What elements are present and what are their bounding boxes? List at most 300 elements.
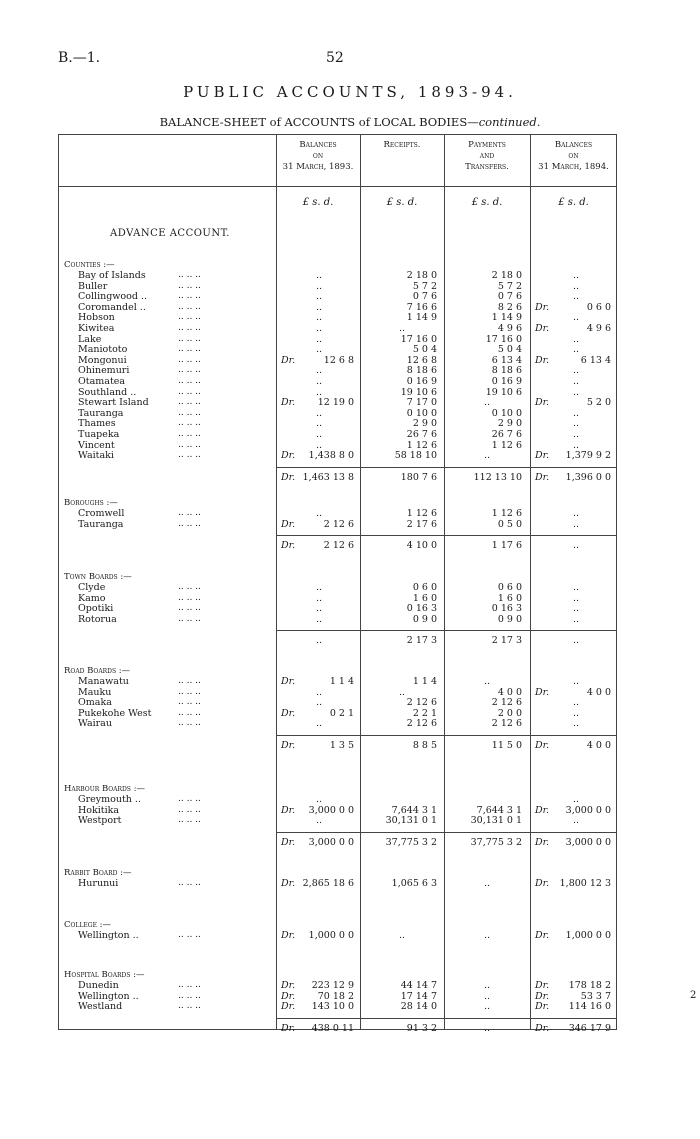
amount-cell: .. xyxy=(398,323,406,334)
row-label: Westport xyxy=(78,815,122,827)
amount-cell: 4 0 0 xyxy=(586,686,611,698)
row-label: Lake xyxy=(78,333,102,345)
total-rule xyxy=(530,832,617,833)
total-rule xyxy=(444,630,530,631)
amount-cell: 1,000 0 0 xyxy=(565,930,611,941)
dr-marker: Dr. xyxy=(281,878,296,889)
total-rule xyxy=(360,630,444,631)
total-rule xyxy=(276,832,360,833)
account-heading: ADVANCE ACCOUNT. xyxy=(110,228,230,239)
dr-marker: Dr. xyxy=(281,518,296,530)
leader-dots: .. .. .. xyxy=(178,450,201,461)
amount-cell: .. xyxy=(572,518,580,530)
amount-cell: 7,644 3 1 xyxy=(391,804,437,816)
amount-cell: 7,644 3 1 xyxy=(476,804,522,816)
leader-dots: .. .. .. xyxy=(178,518,201,529)
amount-cell: 17 16 0 xyxy=(485,333,522,345)
total-rule xyxy=(276,735,360,736)
amount-cell: .. xyxy=(398,930,406,941)
amount-cell: .. xyxy=(315,270,323,281)
amount-cell: .. xyxy=(483,930,491,941)
row-label: Wairau xyxy=(78,718,112,730)
leader-dots: .. .. .. xyxy=(178,312,201,323)
amount-cell: .. xyxy=(572,582,580,593)
dr-marker: Dr. xyxy=(535,323,550,334)
row-label: Thames xyxy=(78,418,116,430)
amount-cell: 2 12 6 xyxy=(406,697,437,709)
amount-cell: 6 13 4 xyxy=(491,354,522,366)
amount-cell: .. xyxy=(315,794,323,805)
amount-cell: 1,065 6 3 xyxy=(391,878,437,889)
amount-cell: .. xyxy=(572,613,580,625)
leader-dots: .. .. .. xyxy=(178,707,201,718)
amount-cell: 2 18 0 xyxy=(491,270,522,281)
total-rule xyxy=(530,1018,617,1019)
dr-marker: Dr. xyxy=(281,836,296,848)
leader-dots: .. .. .. xyxy=(178,697,201,708)
total-cell: 11 5 0 xyxy=(491,740,522,751)
dr-marker: Dr. xyxy=(535,980,550,991)
total-cell: 2 12 6 xyxy=(323,540,354,552)
leader-dots: .. .. .. xyxy=(178,323,201,333)
total-rule xyxy=(360,467,444,468)
page-subtitle xyxy=(0,115,700,129)
dr-marker: Dr. xyxy=(535,1022,550,1034)
total-cell: 1,463 13 8 xyxy=(302,471,354,483)
leader-dots: .. .. .. xyxy=(178,376,201,386)
total-rule xyxy=(530,535,617,536)
total-rule xyxy=(444,535,530,536)
total-rule xyxy=(360,535,444,536)
amount-cell: 4 9 6 xyxy=(586,323,611,334)
amount-cell: 0 10 0 xyxy=(491,407,522,419)
amount-cell: 1,379 9 2 xyxy=(565,450,611,462)
dr-marker: Dr. xyxy=(281,450,296,462)
amount-cell: 8 2 6 xyxy=(497,301,522,313)
amount-cell: .. xyxy=(483,980,491,991)
amount-cell: .. xyxy=(572,333,580,345)
dr-marker: Dr. xyxy=(281,397,296,409)
leader-dots: .. .. .. xyxy=(178,1001,201,1012)
section-label: Boroughs :— xyxy=(64,498,118,508)
amount-cell: .. xyxy=(483,990,491,1002)
amount-cell: .. xyxy=(572,815,580,827)
leader-dots: .. .. .. xyxy=(178,815,201,826)
amount-cell: .. xyxy=(315,291,323,303)
leader-dots: .. .. .. xyxy=(178,333,201,344)
amount-cell: .. xyxy=(315,508,323,519)
amount-cell: 4 9 6 xyxy=(497,323,522,334)
amount-cell: .. xyxy=(315,429,323,440)
amount-cell: 28 14 0 xyxy=(400,1001,437,1013)
column-divider xyxy=(360,134,361,1030)
total-cell: 3,000 0 0 xyxy=(565,836,611,848)
row-label: Hobson xyxy=(78,312,115,324)
amount-cell: .. xyxy=(572,418,580,430)
total-cell: 1,396 0 0 xyxy=(565,471,611,483)
amount-cell: 143 10 0 xyxy=(311,1001,354,1013)
column-header: Balances on 31 March, 1894. xyxy=(538,140,609,172)
leader-dots: .. .. .. xyxy=(178,365,201,376)
dr-marker: Dr. xyxy=(535,686,550,698)
dr-marker: Dr. xyxy=(281,990,296,1002)
total-cell: 1 3 5 xyxy=(329,740,354,751)
subtitle-italic: continued. xyxy=(478,115,541,129)
row-label: Vincent xyxy=(78,439,115,451)
amount-cell: .. xyxy=(572,376,580,387)
amount-cell: .. xyxy=(315,312,323,324)
amount-cell: 17 16 0 xyxy=(400,333,437,345)
amount-cell: 53 3 7 xyxy=(580,990,611,1002)
amount-cell: .. xyxy=(572,365,580,377)
amount-cell: 6 13 4 xyxy=(580,354,611,366)
section-label: Rabbit Board :— xyxy=(64,868,132,878)
leader-dots: .. .. .. xyxy=(178,270,201,280)
amount-cell: 30,131 0 1 xyxy=(385,815,437,827)
amount-cell: 12 6 8 xyxy=(323,354,354,366)
amount-cell: .. xyxy=(315,407,323,419)
total-rule xyxy=(444,735,530,736)
row-label: Collingwood .. xyxy=(78,291,148,303)
dr-marker: Dr. xyxy=(281,1022,296,1034)
amount-cell: 30,131 0 1 xyxy=(470,815,522,827)
amount-cell: 114 16 0 xyxy=(568,1001,611,1013)
amount-cell: 223 12 9 xyxy=(311,980,354,991)
total-cell: 37,775 3 2 xyxy=(385,836,437,848)
leader-dots: .. .. .. xyxy=(178,582,201,592)
dr-marker: Dr. xyxy=(281,676,296,687)
amount-cell: .. xyxy=(572,312,580,324)
leader-dots: .. .. .. xyxy=(178,344,201,355)
amount-cell: .. xyxy=(572,344,580,356)
row-label: Manawatu xyxy=(78,676,129,687)
total-cell: 4 0 0 xyxy=(586,740,611,751)
section-label: Counties :— xyxy=(64,260,115,270)
leader-dots: .. .. .. xyxy=(178,794,201,804)
page-number: 52 xyxy=(326,50,344,66)
amount-cell: 0 5 0 xyxy=(497,518,522,530)
total-rule xyxy=(360,1018,444,1019)
leader-dots: .. .. .. xyxy=(178,439,201,450)
amount-cell: 0 2 1 xyxy=(329,707,354,719)
total-rule xyxy=(360,832,444,833)
amount-cell: 2 0 0 xyxy=(497,707,522,719)
amount-cell: 1 1 4 xyxy=(329,676,354,687)
amount-cell: 4 0 0 xyxy=(497,686,522,698)
amount-cell: 1 6 0 xyxy=(412,592,437,604)
row-label: Ohinemuri xyxy=(78,365,130,377)
amount-cell: .. xyxy=(315,718,323,730)
dr-marker: Dr. xyxy=(535,1001,550,1013)
amount-cell: 12 19 0 xyxy=(317,397,354,409)
dr-marker: Dr. xyxy=(535,930,550,941)
row-label: Hurunui xyxy=(78,878,119,889)
amount-cell: 0 6 0 xyxy=(586,301,611,313)
dr-marker: Dr. xyxy=(281,540,296,552)
amount-cell: .. xyxy=(572,270,580,281)
leader-dots: .. .. .. xyxy=(178,686,201,697)
row-label: Opotiki xyxy=(78,603,114,615)
amount-cell: 0 6 0 xyxy=(412,582,437,593)
leader-dots: .. .. .. xyxy=(178,592,201,603)
leader-dots: .. .. .. xyxy=(178,291,201,302)
row-label: Omaka xyxy=(78,697,112,709)
amount-cell: 26 7 6 xyxy=(491,429,522,440)
column-divider xyxy=(444,134,445,1030)
row-label: Coromandel .. xyxy=(78,301,146,313)
amount-cell: 3,000 0 0 xyxy=(308,804,354,816)
column-header: Balances on 31 March, 1893. xyxy=(282,140,354,172)
amount-cell: .. xyxy=(315,582,323,593)
total-rule xyxy=(276,630,360,631)
total-cell: .. xyxy=(572,635,580,647)
amount-cell: 2 12 6 xyxy=(323,518,354,530)
amount-cell: 2 2 1 xyxy=(412,707,437,719)
amount-cell: .. xyxy=(572,407,580,419)
amount-cell: 19 10 6 xyxy=(400,386,437,398)
amount-cell: 1,438 8 0 xyxy=(308,450,354,462)
row-label: Tauranga xyxy=(78,407,124,419)
amount-cell: 1 12 6 xyxy=(406,508,437,519)
header-rule xyxy=(58,186,617,187)
total-rule xyxy=(530,467,617,468)
leader-dots: .. .. .. xyxy=(178,508,201,518)
dr-marker: Dr. xyxy=(535,471,550,483)
total-rule xyxy=(276,467,360,468)
row-label: Greymouth .. xyxy=(78,794,141,805)
amount-cell: .. xyxy=(315,613,323,625)
row-label: Wellington .. xyxy=(78,930,139,941)
dr-marker: Dr. xyxy=(281,930,296,941)
total-rule xyxy=(530,630,617,631)
row-label: Westland xyxy=(78,1001,123,1013)
amount-cell: .. xyxy=(483,1001,491,1013)
amount-cell: 70 18 2 xyxy=(317,990,354,1002)
total-cell: 4 10 0 xyxy=(406,540,437,552)
leader-dots: .. .. .. xyxy=(178,980,201,990)
amount-cell: 8 18 6 xyxy=(491,365,522,377)
dr-marker: Dr. xyxy=(281,471,296,483)
dr-marker: Dr. xyxy=(535,397,550,409)
subtitle-main: BALANCE-SHEET of ACCOUNTS of LOCAL BODIES— xyxy=(159,115,479,129)
amount-cell: .. xyxy=(315,344,323,356)
amount-cell: .. xyxy=(483,676,491,687)
amount-cell: .. xyxy=(315,365,323,377)
amount-cell: .. xyxy=(483,878,491,889)
dr-marker: Dr. xyxy=(535,301,550,313)
amount-cell: 1 6 0 xyxy=(497,592,522,604)
total-rule xyxy=(444,1018,530,1019)
dr-marker: Dr. xyxy=(535,878,550,889)
amount-cell: .. xyxy=(315,592,323,604)
row-label: Wellington .. xyxy=(78,990,139,1002)
total-rule xyxy=(530,735,617,736)
row-label: Tauranga xyxy=(78,518,124,530)
amount-cell: 0 7 6 xyxy=(497,291,522,303)
leader-dots: .. .. .. xyxy=(178,386,201,397)
amount-cell: 7 17 0 xyxy=(406,397,437,409)
amount-cell: 2,865 18 6 xyxy=(302,878,354,889)
dr-marker: Dr. xyxy=(535,836,550,848)
amount-cell: .. xyxy=(315,815,323,827)
amount-cell: 19 10 6 xyxy=(485,386,522,398)
amount-cell: 0 9 0 xyxy=(497,613,522,625)
row-label: Hokitika xyxy=(78,804,120,816)
amount-cell: .. xyxy=(572,697,580,709)
amount-cell: .. xyxy=(572,718,580,730)
leader-dots: .. .. .. xyxy=(178,397,201,408)
dr-marker: Dr. xyxy=(281,354,296,366)
leader-dots: .. .. .. xyxy=(178,407,201,418)
amount-cell: 1 12 6 xyxy=(491,508,522,519)
amount-cell: .. xyxy=(572,291,580,303)
total-cell: 3,000 0 0 xyxy=(308,836,354,848)
amount-cell: 8 18 6 xyxy=(406,365,437,377)
dr-marker: Dr. xyxy=(535,990,550,1002)
amount-cell: 1 14 9 xyxy=(406,312,437,324)
edge-mark: 2 xyxy=(690,990,697,1001)
leader-dots: .. .. .. xyxy=(178,613,201,624)
leader-dots: .. .. .. xyxy=(178,429,201,439)
amount-cell: 2 18 0 xyxy=(406,270,437,281)
amount-cell: 12 6 8 xyxy=(406,354,437,366)
amount-cell: .. xyxy=(315,280,323,292)
total-cell: 346 17 9 xyxy=(568,1022,611,1034)
leader-dots: .. .. .. xyxy=(178,280,201,291)
unit-label: £ s. d. xyxy=(386,197,418,208)
amount-cell: 5 0 4 xyxy=(497,344,522,356)
amount-cell: 0 6 0 xyxy=(497,582,522,593)
unit-label: £ s. d. xyxy=(558,197,589,208)
amount-cell: .. xyxy=(572,439,580,451)
row-label: Clyde xyxy=(78,582,106,593)
row-label: Stewart Island xyxy=(78,397,149,409)
row-label: Maniototo xyxy=(78,344,128,356)
row-label: Buller xyxy=(78,280,108,292)
leader-dots: .. .. .. xyxy=(178,676,201,686)
column-divider xyxy=(530,134,531,1030)
total-cell: 112 13 10 xyxy=(473,471,522,483)
amount-cell: 5 2 0 xyxy=(586,397,611,409)
amount-cell: 0 16 3 xyxy=(406,603,437,615)
row-label: Mauku xyxy=(78,686,112,698)
total-cell: 8 8 5 xyxy=(412,740,437,751)
amount-cell: .. xyxy=(572,707,580,719)
amount-cell: .. xyxy=(483,397,491,409)
amount-cell: .. xyxy=(572,676,580,687)
total-cell: 180 7 6 xyxy=(400,471,437,483)
amount-cell: 1 1 4 xyxy=(412,676,437,687)
amount-cell: .. xyxy=(572,280,580,292)
section-label: Road Boards :— xyxy=(64,666,131,676)
total-rule xyxy=(276,535,360,536)
total-cell: .. xyxy=(315,635,323,647)
dr-marker: Dr. xyxy=(281,740,296,751)
amount-cell: 0 9 0 xyxy=(412,613,437,625)
amount-cell: 1,800 12 3 xyxy=(559,878,611,889)
amount-cell: .. xyxy=(315,603,323,615)
row-label: Southland .. xyxy=(78,386,137,398)
column-header: Receipts. xyxy=(383,140,421,150)
leader-dots: .. .. .. xyxy=(178,878,201,888)
amount-cell: 26 7 6 xyxy=(406,429,437,440)
page-title: PUBLIC ACCOUNTS, 1893-94. xyxy=(183,83,517,101)
amount-cell: .. xyxy=(315,386,323,398)
amount-cell: 17 14 7 xyxy=(400,990,437,1002)
dr-marker: Dr. xyxy=(535,354,550,366)
total-rule xyxy=(444,832,530,833)
amount-cell: .. xyxy=(483,450,491,462)
dr-marker: Dr. xyxy=(281,980,296,991)
dr-marker: Dr. xyxy=(281,707,296,719)
dr-marker: Dr. xyxy=(281,804,296,816)
dr-marker: Dr. xyxy=(535,740,550,751)
total-rule xyxy=(276,1018,360,1019)
leader-dots: .. .. .. xyxy=(178,930,201,940)
amount-cell: .. xyxy=(315,301,323,313)
total-cell: 438 0 11 xyxy=(311,1022,354,1034)
amount-cell: 1,000 0 0 xyxy=(308,930,354,941)
amount-cell: .. xyxy=(572,592,580,604)
amount-cell: 0 16 9 xyxy=(406,376,437,387)
leader-dots: .. .. .. xyxy=(178,354,201,365)
amount-cell: .. xyxy=(315,333,323,345)
row-label: Waitaki xyxy=(78,450,114,462)
leader-dots: .. .. .. xyxy=(178,603,201,614)
amount-cell: .. xyxy=(315,376,323,387)
row-label: Kiwitea xyxy=(78,323,115,334)
amount-cell: 7 16 6 xyxy=(406,301,437,313)
amount-cell: .. xyxy=(315,697,323,709)
total-cell: 91 3 2 xyxy=(406,1022,437,1034)
amount-cell: 5 7 2 xyxy=(497,280,522,292)
amount-cell: 0 16 3 xyxy=(491,603,522,615)
column-header: Payments and Transfers. xyxy=(465,140,509,172)
amount-cell: 1 12 6 xyxy=(406,439,437,451)
amount-cell: 2 9 0 xyxy=(412,418,437,430)
amount-cell: 3,000 0 0 xyxy=(565,804,611,816)
dr-marker: Dr. xyxy=(535,804,550,816)
row-label: Tuapeka xyxy=(78,429,120,440)
amount-cell: 178 18 2 xyxy=(568,980,611,991)
section-label: Hospital Boards :— xyxy=(64,970,145,980)
total-cell: .. xyxy=(572,540,580,552)
amount-cell: .. xyxy=(315,323,323,334)
row-label: Cromwell xyxy=(78,508,125,519)
total-cell: 2 17 3 xyxy=(491,635,522,647)
row-label: Mongonui xyxy=(78,354,127,366)
amount-cell: 2 12 6 xyxy=(406,718,437,730)
total-cell: .. xyxy=(483,1022,491,1034)
total-cell: 37,775 3 2 xyxy=(470,836,522,848)
amount-cell: 0 10 0 xyxy=(406,407,437,419)
amount-cell: .. xyxy=(572,429,580,440)
amount-cell: 2 17 6 xyxy=(406,518,437,530)
row-label: Otamatea xyxy=(78,376,126,387)
amount-cell: .. xyxy=(315,439,323,451)
amount-cell: .. xyxy=(315,418,323,430)
leader-dots: .. .. .. xyxy=(178,301,201,312)
unit-label: £ s. d. xyxy=(471,197,503,208)
dr-marker: Dr. xyxy=(281,1001,296,1013)
amount-cell: 44 14 7 xyxy=(400,980,437,991)
amount-cell: 58 18 10 xyxy=(394,450,437,462)
leader-dots: .. .. .. xyxy=(178,990,201,1001)
section-label: Harbour Boards :— xyxy=(64,784,145,794)
leader-dots: .. .. .. xyxy=(178,418,201,429)
row-label: Pukekohe West xyxy=(78,707,152,719)
amount-cell: .. xyxy=(572,603,580,615)
